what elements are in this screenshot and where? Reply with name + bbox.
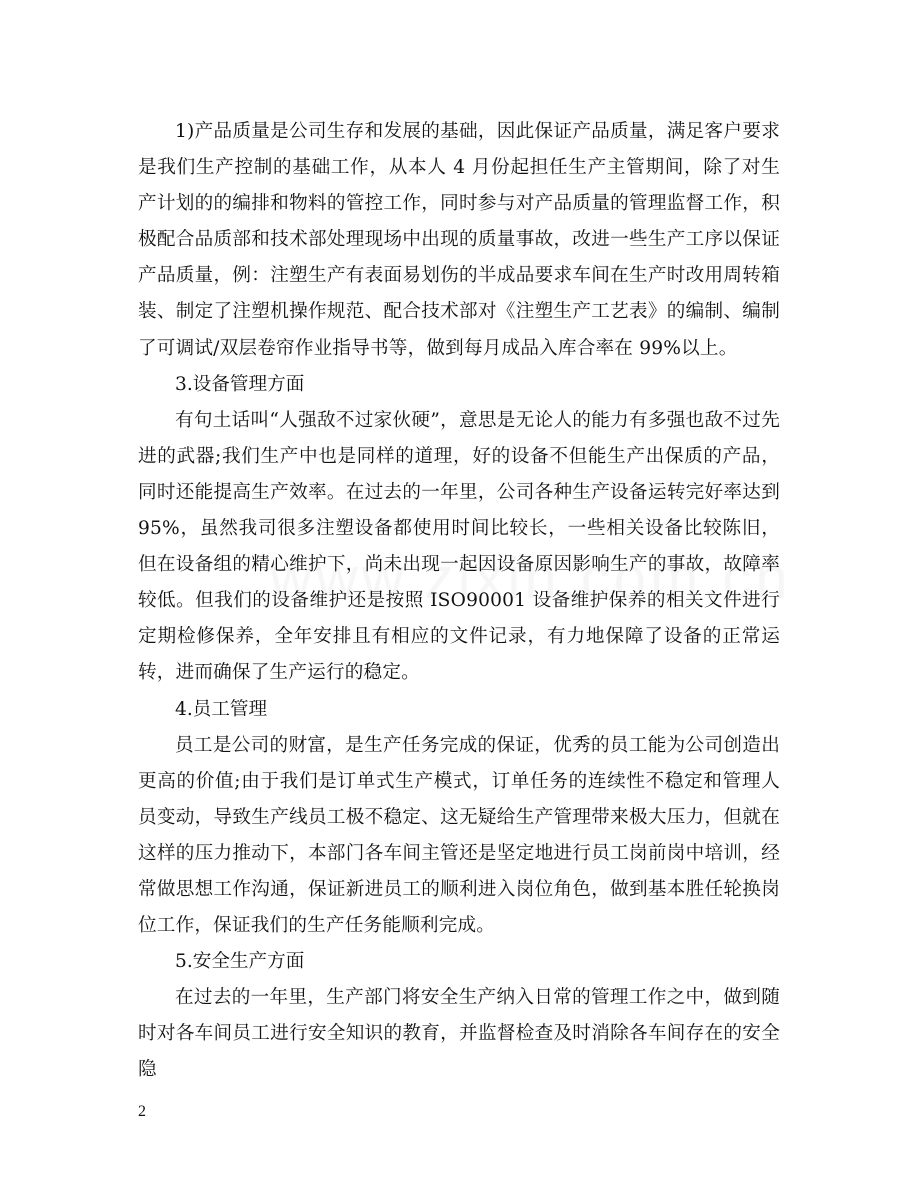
- heading-staff-management: 4.员工管理: [175, 698, 268, 720]
- paragraph-safety-production: 在过去的一年里，生产部门将安全生产纳入日常的管理工作之中，做到随时对各车间员工进行安全知识的教育，并监督检查及时消除各车间存在的安全隐: [138, 987, 780, 1081]
- heading-equipment-management: 3.设备管理方面: [175, 373, 305, 395]
- heading-safety-production: 5.安全生产方面: [175, 951, 305, 973]
- document-body: [138, 114, 780, 1089]
- paragraph-product-quality: 1)产品质量是公司生存和发展的基础，因此保证产品质量，满足客户要求是我们生产控制的基础工作，从本人 4 月份起担任生产主管期间，除了对生产计划的的编排和物料的管控工作，同时参与对产品质量的管理监督工作，积极配合品质部和技术部处理现场中出现的质量事故，改进一些生产工序以保证产品质量，例：注塑生产有表面易划伤的半成品要求车间在生产时改用周转箱装、制定了注塑机操作规范、配合技术部对《注塑生产工艺表》的编制、编制了可调试/双层卷帘作业指导书等，做到每月成品入库合率在 99%以上。: [138, 121, 780, 359]
- paragraph-equipment-management: 有句土话叫“人强敌不过家伙硬”，意思是无论人的能力有多强也敌不过先进的武器;我们生产中也是同样的道理，好的设备不但能生产出保质的产品，同时还能提高生产效率。在过去的一年里，公司各种生产设备运转完好率达到 95%，虽然我司很多注塑设备都使用时间比较长，一些相关设备比较陈旧，但在设备组的精心维护下，尚未出现一起因设备原因影响生产的事故，故障率较低。但我们的设备维护还是按照 ISO90001 设备维护保养的相关文件进行定期检修保养，全年安排且有相应的文件记录，有力地保障了设备的正常运转，进而确保了生产运行的稳定。: [138, 409, 780, 684]
- paragraph-staff-management: 员工是公司的财富，是生产任务完成的保证，优秀的员工能为公司创造出更高的价值;由于我们是订单式生产模式，订单任务的连续性不稳定和管理人员变动，导致生产线员工极不稳定、这无疑给生产管理带来极大压力，但就在这样的压力推动下，本部门各车间主管还是坚定地进行员工岗前岗中培训，经常做思想工作沟通，保证新进员工的顺利进入岗位角色，做到基本胜任轮换岗位工作，保证我们的生产任务能顺利完成。: [138, 734, 780, 937]
- page-number: 2: [138, 1103, 146, 1120]
